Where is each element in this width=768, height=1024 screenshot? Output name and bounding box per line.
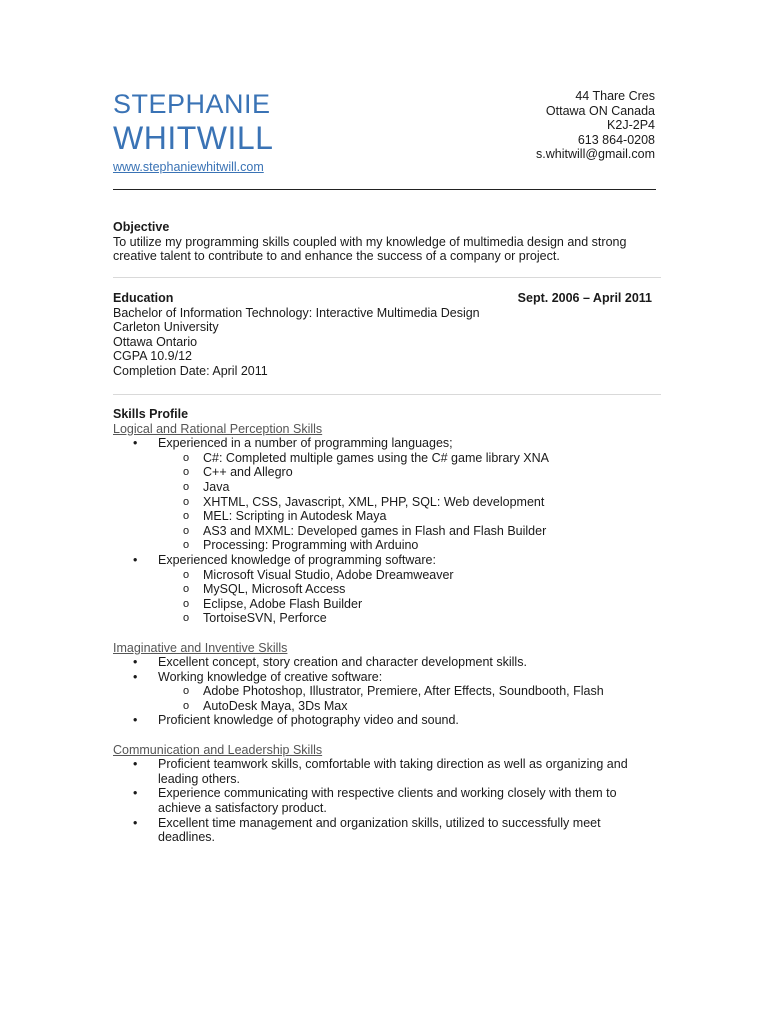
phone-number: 613 864-0208 xyxy=(577,132,655,147)
sub-list xyxy=(158,451,661,553)
sub-list-item: o XHTML, CSS, Javascript, XML, PHP, SQL: Web development xyxy=(158,495,661,510)
spacer xyxy=(113,626,661,641)
objective-line: creative talent to contribute to and enhance the success of a company or project. xyxy=(113,249,560,264)
objective-line: To utilize my programming skills coupled with my knowledge of multimedia design and strong xyxy=(113,234,627,249)
sub-list-item: o MEL: Scripting in Autodesk Maya xyxy=(158,509,661,524)
skills-heading: Skills Profile xyxy=(113,407,189,421)
website-link[interactable]: www.stephaniewhitwill.com xyxy=(113,160,264,174)
sub-list-item: o AutoDesk Maya, 3Ds Max xyxy=(158,699,661,714)
sub-list-item: o TortoiseSVN, Perforce xyxy=(158,611,661,626)
list-item-continuation: leading others. xyxy=(158,771,241,786)
list-item-text: Experienced in a number of programming languages; xyxy=(158,436,453,451)
list-item xyxy=(113,816,661,845)
sub-list-item: o Processing: Programming with Arduino xyxy=(158,538,661,553)
objective-section xyxy=(113,220,661,264)
city-address: Ottawa ON Canada xyxy=(545,103,655,118)
list-item xyxy=(113,786,661,815)
list-item: • Excellent concept, story creation and character development skills. xyxy=(113,655,661,670)
completion-date: Completion Date: April 2011 xyxy=(113,363,268,378)
street-address: 44 Thare Cres xyxy=(575,89,655,103)
list-item xyxy=(113,553,661,626)
list-item xyxy=(113,670,661,714)
sub-list xyxy=(158,568,661,626)
sub-list-item: o C#: Completed multiple games using the C# game library XNA xyxy=(158,451,661,466)
logical-skills-title: Logical and Rational Perception Skills xyxy=(113,421,323,436)
cgpa: CGPA 10.9/12 xyxy=(113,349,192,364)
sub-list-item: o AS3 and MXML: Developed games in Flash and Flash Builder xyxy=(158,524,661,539)
location: Ottawa Ontario xyxy=(113,334,198,349)
skills-section xyxy=(113,407,661,845)
sub-list-item: o C++ and Allegro xyxy=(158,465,661,480)
list-item-text: • Excellent time management and organization skills, utilized to successfully meet xyxy=(158,815,601,830)
list-item-continuation: deadlines. xyxy=(158,830,215,845)
education-dates: Sept. 2006 – April 2011 xyxy=(517,291,652,305)
list-item: • Proficient knowledge of photography video and sound. xyxy=(113,713,661,728)
sub-list-item: o Eclipse, Adobe Flash Builder xyxy=(158,597,661,612)
sub-list-item: o Adobe Photoshop, Illustrator, Premiere, After Effects, Soundbooth, Flash xyxy=(158,684,661,699)
objective-heading: Objective xyxy=(113,220,170,234)
list-item xyxy=(113,436,661,553)
sub-list-item: o Java xyxy=(158,480,661,495)
education-heading: Education xyxy=(113,291,174,305)
email-address: s.whitwill@gmail.com xyxy=(536,147,655,162)
list-item-text: • Experience communicating with respective clients and working closely with them to xyxy=(158,786,617,801)
logical-skills-list xyxy=(113,436,661,626)
section-divider xyxy=(113,277,661,278)
last-name: WHITWILL xyxy=(113,120,274,156)
imaginative-skills-list xyxy=(113,655,661,728)
communication-skills-list xyxy=(113,757,661,845)
postal-code: K2J-2P4 xyxy=(607,118,655,133)
list-item-text: Experienced knowledge of programming software: xyxy=(158,552,436,567)
header-divider xyxy=(113,189,656,190)
communication-skills-title: Communication and Leadership Skills xyxy=(113,742,323,757)
sub-list-item: o Microsoft Visual Studio, Adobe Dreamweaver xyxy=(158,568,661,583)
section-divider xyxy=(113,394,661,395)
list-item-continuation: achieve a satisfactory product. xyxy=(158,801,327,816)
education-header xyxy=(113,291,661,306)
education-section xyxy=(113,291,661,379)
university: Carleton University xyxy=(113,320,219,335)
sub-list xyxy=(158,684,661,713)
contact-block xyxy=(536,89,655,162)
imaginative-skills-title: Imaginative and Inventive Skills xyxy=(113,640,288,655)
list-item-text: • Proficient teamwork skills, comfortable with taking direction as well as organizing and xyxy=(158,757,628,772)
first-name: STEPHANIE xyxy=(113,89,271,119)
degree: Bachelor of Information Technology: Interactive Multimedia Design xyxy=(113,305,480,320)
list-item xyxy=(113,757,661,786)
list-item-text: Working knowledge of creative software: xyxy=(158,669,383,684)
spacer xyxy=(113,728,661,743)
sub-list-item: o MySQL, Microsoft Access xyxy=(158,582,661,597)
